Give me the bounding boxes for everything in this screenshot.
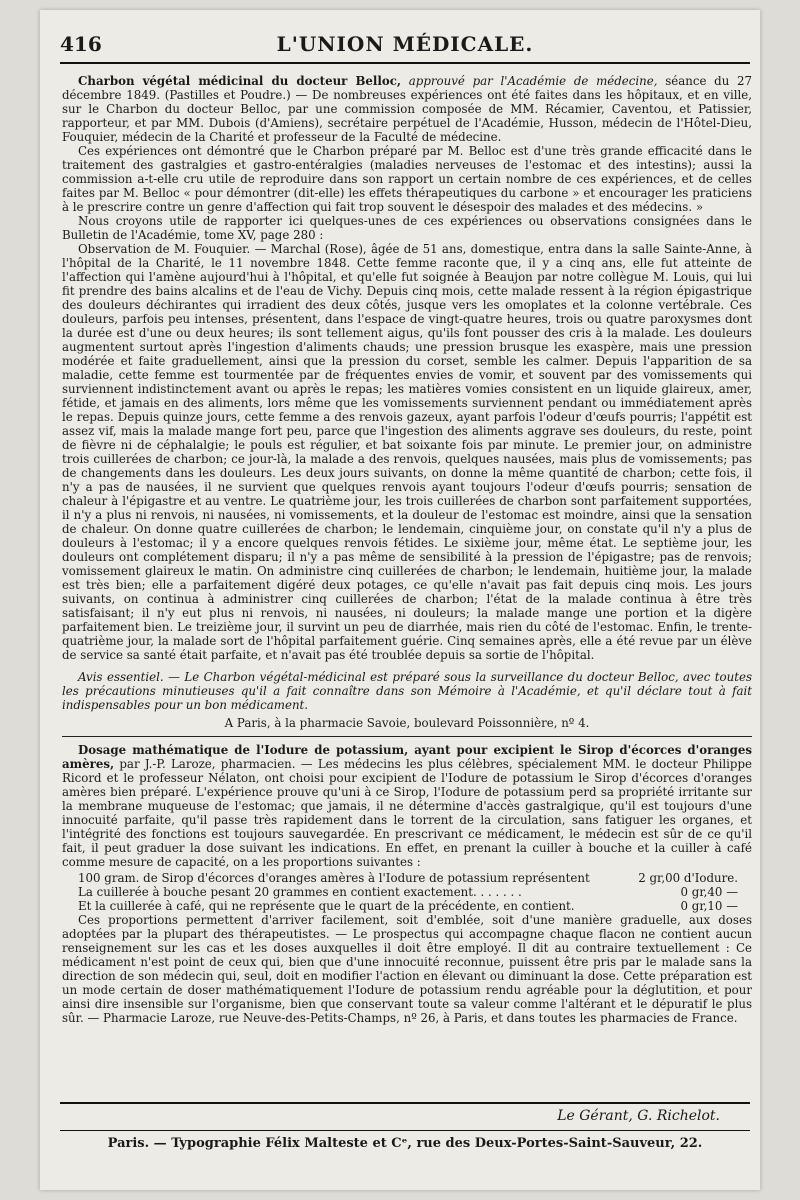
footer-rule-2 [60, 1130, 750, 1131]
iodure-lead: Dosage mathématique de l'Iodure de potassium, ayant pour excipient le Sirop d'écorces d'oranges amères, [62, 743, 752, 771]
section-divider [62, 736, 752, 737]
charbon-paragraph-1 [62, 74, 752, 144]
charbon-paragraph-3: Nous croyons utile de rapporter ici quelques-unes de ces expériences ou observations consignées dans le Bulletin de l'Académie, tome XV, page 280 : [62, 214, 752, 242]
table-row: La cuillerée à bouche pesant 20 grammes en contient exactement. . . . . . . 0 gr,40 — [78, 885, 738, 899]
signature: Le Gérant, G. Richelot. [557, 1108, 720, 1124]
charbon-lead: Charbon végétal médicinal du docteur Belloc, [78, 74, 402, 88]
charbon-intro: séance du 27 décembre 1849. (Pastilles et Poudre.) — De nombreuses expériences ont été faites dans les hôpitaux, et en ville, sur le Charbon du docteur Belloc, par une commission composée de MM. Récamier, Caventou, et Patissier, rapporteur, et par MM. Dubois (d'Amiens), secrétaire perpétuel de l'Académie, Husson, médecin de l'Hôtel-Dieu, Fouquier, médecin de la Charité et professeur de la Faculté de médecine. [62, 74, 752, 144]
iodure-paragraph-1 [62, 743, 752, 869]
charbon-observation: Observation de M. Fouquier. — Marchal (Rose), âgée de 51 ans, domestique, entra dans la salle Sainte-Anne, à l'hôpital de la Charité, le 11 novembre 1848. Cette femme raconte que, il y a cinq ans, elle fut atteinte de l'affection qui l'amène aujourd'hui à l'hôpital, et qu'elle fut soignée à Beaujon par notre collègue M. Louis, qui lui fit prendre des bains alcalins et de l'eau de Vichy. Depuis cinq mois, cette malade ressent à la région épigastrique des douleurs déchirantes qui irradient des deux côtés, jusque vers les omoplates et la colonne vertébrale. Ces douleurs, parfois peu intenses, présentent, dans l'espace de vingt-quatre heures, trois ou quatre paroxysmes dont la durée est d'une ou deux heures; ils sont tellement aigus, qu'ils font pousser des cris à la malade. Les douleurs augmentent surtout après l'ingestion d'aliments chauds; une pression brusque les exaspère, mais une pression modérée et faite graduellement, ainsi que la pression du corset, semble les calmer. Depuis l'apparition de sa maladie, cette femme est tourmentée par de fréquentes envies de vomir, et souvent par des vomissements qui surviennent indistinctement avant ou après le repas; les matières vomies consistent en un liquide glaireux, amer, fétide, et jamais en des aliments, lors même que les vomissements surviennent pendant ou immédiatement après le repas. Depuis quinze jours, cette femme a des renvois gazeux, ayant parfois l'odeur d'œufs pourris; l'appétit est assez vif, mais la malade mange fort peu, parce que l'ingestion des aliments aggrave ses douleurs, du reste, point de fièvre ni de céphalalgie; le pouls est régulier, et bat soixante fois par minute. Le premier jour, on administre trois cuillerées de charbon; ce jour-là, la malade a des renvois, quelques nausées, mais plus de vomissements; pas de changements dans les douleurs. Les deux jours suivants, on donne la même quantité de charbon; cette fois, il n'y a pas de nausées, il ne survient que quelques renvois ayant toujours l'odeur d'œufs pourris; sensation de chaleur à l'épigastre et au ventre. Le quatrième jour, les trois cuillerées de charbon sont parfaitement supportées, il n'y a plus ni renvois, ni nausées, ni vomissements, et la douleur de l'estomac est moindre, ainsi que la sensation de chaleur. On donne quatre cuillerées de charbon; le lendemain, cinquième jour, on constate qu'il n'y a plus de douleurs à l'estomac; il y a encore quelques renvois fétides. Le sixième jour, même état. Le septième jour, les douleurs ont complétement disparu; il n'y a pas même de sensibilité à la pression de l'épigastre; pas de renvois; vomissement glaireux le matin. On administre cinq cuillerées de charbon; le lendemain, huitième jour, la malade est très bien; elle a parfaitement digéré deux potages, ce qu'elle n'avait pas fait depuis cinq mois. Les jours suivants, on continua à administrer cinq cuillerées de charbon; l'état de la malade continua à être très satisfaisant; il n'y eut plus ni renvois, ni nausées, ni douleurs; la malade mange une portion et la digère parfaitement bien. Le treizième jour, il survint un peu de diarrhée, mais rien du côté de l'estomac. Enfin, le trente-quatrième jour, la malade sort de l'hôpital parfaitement guérie. Cinq semaines après, elle a été revue par un élève de service sa santé était parfaite, et n'avait pas été troublée depuis sa sortie de l'hôpital. [62, 242, 752, 662]
page-number: 416 [60, 32, 102, 56]
header-rule [60, 62, 750, 64]
charbon-paragraph-2: Ces expériences ont démontré que le Charbon préparé par M. Belloc est d'une très grande efficacité dans le traitement des gastralgies et gastro-entéralgies (maladies nerveuses de l'estomac et des intestins); aussi la commission a-t-elle cru utile de reproduire dans son rapport un certain nombre de ces expériences, et de celles faites par M. Belloc « pour démontrer (dit-elle) les effets thérapeutiques du carbone » et encourager les praticiens à le prescrire contre un genre d'affection qui fait trop souvent le désespoir des malades et des médecins. » [62, 144, 752, 214]
dosage-table [78, 871, 738, 913]
page-header [60, 32, 750, 62]
journal-page [40, 10, 760, 1190]
printer-line: Paris. — Typographie Félix Malteste et Cᵉ, rue des Deux-Portes-Saint-Sauveur, 22. [107, 1136, 703, 1151]
charbon-approval: approuvé par l'Académie de médecine, [408, 74, 658, 88]
table-row: 100 gram. de Sirop d'écorces d'oranges amères à l'Iodure de potassium représentent 2 gr,00 d'Iodure. [78, 871, 738, 885]
footer-rule [60, 1102, 750, 1104]
charbon-notice: Avis essentiel. — Le Charbon végétal-médicinal est préparé sous la surveillance du docteur Belloc, avec toutes les précautions minutieuses qu'il a fait connaître dans son Mémoire à l'Académie, et qu'il déclare tout à fait indispensables pour un bon médicament. [62, 670, 752, 712]
article-body [62, 74, 752, 1025]
iodure-intro: par J.-P. Laroze, pharmacien. — Les médecins les plus célèbres, spécialement MM. le docteur Philippe Ricord et le professeur Nélaton, ont choisi pour excipient de l'Iodure de potassium le Sirop d'écorces d'oranges amères bien préparé. L'expérience prouve qu'uni à ce Sirop, l'Iodure de potassium perd sa propriété irritante sur la membrane muqueuse de l'estomac; que jamais, il ne détermine d'accès gastralgique, qu'il est toujours d'une innocuité parfaite, qu'il passe très rapidement dans le torrent de la circulation, sans fatiguer les organes, et l'intégrité des fonctions est toujours sauvegardée. En prescrivant ce médicament, le médecin est sûr de ce qu'il fait, il peut graduer la dose suivant les indications. En effet, en prenant la cuiller à bouche et la cuiller à café comme mesure de capacité, on a les proportions suivantes : [62, 757, 752, 869]
charbon-address: A Paris, à la pharmacie Savoie, boulevard Poissonnière, nº 4. [224, 716, 590, 730]
table-row: Et la cuillerée à café, qui ne représente que le quart de la précédente, en contient. 0 gr,10 — [78, 899, 738, 913]
running-title: L'UNION MÉDICALE. [276, 32, 534, 56]
iodure-paragraph-2: Ces proportions permettent d'arriver facilement, soit d'emblée, soit d'une manière graduelle, aux doses adoptées par la plupart des thérapeutistes. — Le prospectus qui accompagne chaque flacon ne contient aucun renseignement sur les cas et les doses auxquelles il doit être employé. Il dit au contraire textuellement : Ce médicament n'est point de ceux qui, bien que d'une innocuité reconnue, puissent être pris par le malade sans la direction de son médecin qui, seul, doit en modifier l'action en élevant ou diminuant la dose. Cette préparation est un mode certain de doser mathématiquement l'Iodure de potassium rendu agréable pour la déglutition, et pour ainsi dire insensible sur l'organisme, bien que conservant toute sa valeur comme l'altérant et le dépuratif le plus sûr. — Pharmacie Laroze, rue Neuve-des-Petits-Champs, nº 26, à Paris, et dans toutes les pharmacies de France. [62, 913, 752, 1025]
